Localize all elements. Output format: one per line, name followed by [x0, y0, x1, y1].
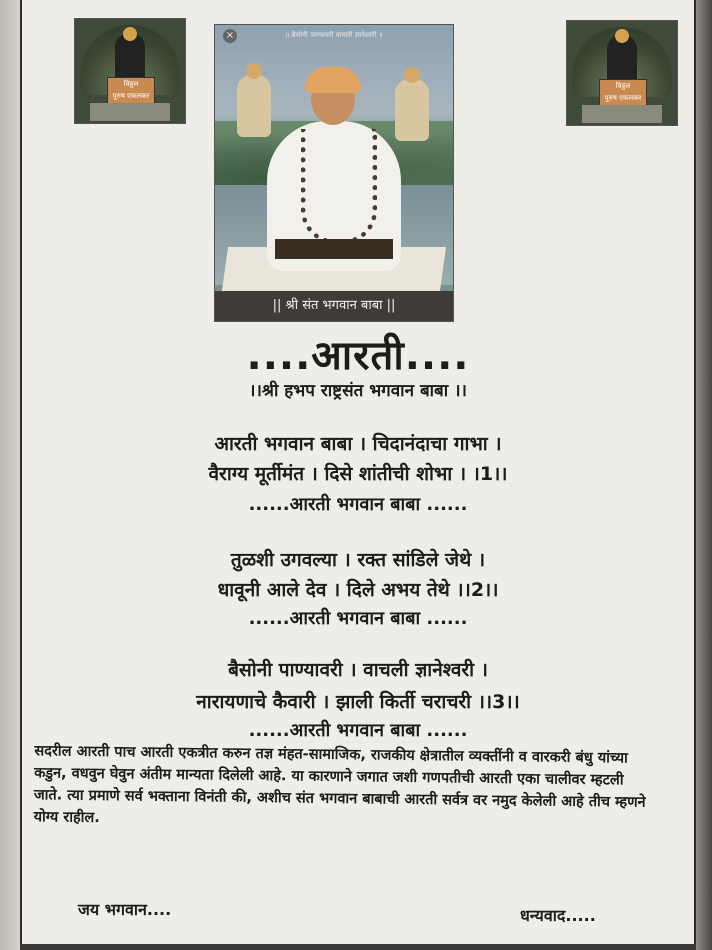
- stanza-1-line-2: वैराग्य मूर्तीमंत । दिसे शांतीची शोभा । ।1।।: [208, 463, 508, 485]
- page-title: ....आरती....: [246, 333, 470, 379]
- photo-banner: ॥ बैसोनी पाण्यावरी वाचली ज्ञानेश्वरी ॥: [285, 31, 383, 39]
- saint-figure-left: [237, 75, 271, 137]
- idol-head-graphic: [615, 29, 629, 43]
- aarti-note-paragraph: सदरील आरती पाच आरती एकत्रीत करुन तज्ञ मंहत-सामाजिक, राजकीय क्षेत्रातील व्यक्तींनी व वारकरी बंधु यांच्या कडुन, वधवुन घेवुन अंतीम मान्यता दिलेली आहे. या कारणाने जगात जशी गणपतीची आरती एका चालीवर म्हटली जाते. त्या प्रमाणे सर्व भक्ताना विनंती की, अशीच संत भगवान बाबाची आरती सर्वत्र वर नमुद केलेली आहे तीच म्हणने योग्य राहील.: [33, 743, 646, 827]
- close-icon: ×: [223, 29, 237, 43]
- idol-base: [582, 105, 662, 123]
- thank-you-signoff: धन्यवाद.....: [520, 906, 596, 925]
- page-edge: [696, 0, 712, 950]
- baba-turban: [305, 67, 361, 93]
- vitthal-photo-right: [566, 20, 678, 126]
- stanza-2-line-2: धावूनी आले देव । दिले अभय तेथे ।।2।।: [217, 579, 499, 601]
- page-subtitle: ।।श्री हभप राष्ट्रसंत भगवान बाबा ।।: [249, 381, 467, 401]
- jay-bhagwan-signoff: जय भगवान....: [78, 900, 172, 919]
- idol-board: विठ्ठल पुरुष एकलकर: [599, 79, 647, 107]
- stanza-1-refrain: ......आरती भगवान बाबा ......: [248, 494, 468, 515]
- photo-caption: || श्री संत भगवान बाबा ||: [215, 291, 453, 321]
- stanza-2-refrain: ......आरती भगवान बाबा ......: [248, 608, 468, 629]
- stanza-2-line-1: तुळशी उगवल्या । रक्त सांडिले जेथे ।: [230, 549, 486, 571]
- saint-figure-right: [395, 79, 429, 141]
- page-bottom-edge: [20, 944, 696, 950]
- stanza-3-line-2: नारायणाचे कैवारी । झाली किर्ती चराचरी ।।3।।: [196, 691, 520, 713]
- scripture-stand: [275, 239, 393, 259]
- bhagwan-baba-photo: [214, 24, 454, 322]
- stanza-3-refrain: ......आरती भगवान बाबा ......: [248, 720, 468, 741]
- idol-head-graphic: [123, 27, 137, 41]
- idol-board: विठ्ठल पुरुष एकलकर: [107, 77, 155, 105]
- stanza-3-line-1: बैसोनी पाण्यावरी । वाचली ज्ञानेश्वरी ।: [228, 659, 488, 681]
- stanza-1-line-1: आरती भगवान बाबा । चिदानंदाचा गाभा ।: [214, 433, 502, 455]
- idol-base: [90, 103, 170, 121]
- vitthal-photo-left: [74, 18, 186, 124]
- book-gutter: [0, 0, 20, 950]
- flower-garland: [301, 129, 377, 244]
